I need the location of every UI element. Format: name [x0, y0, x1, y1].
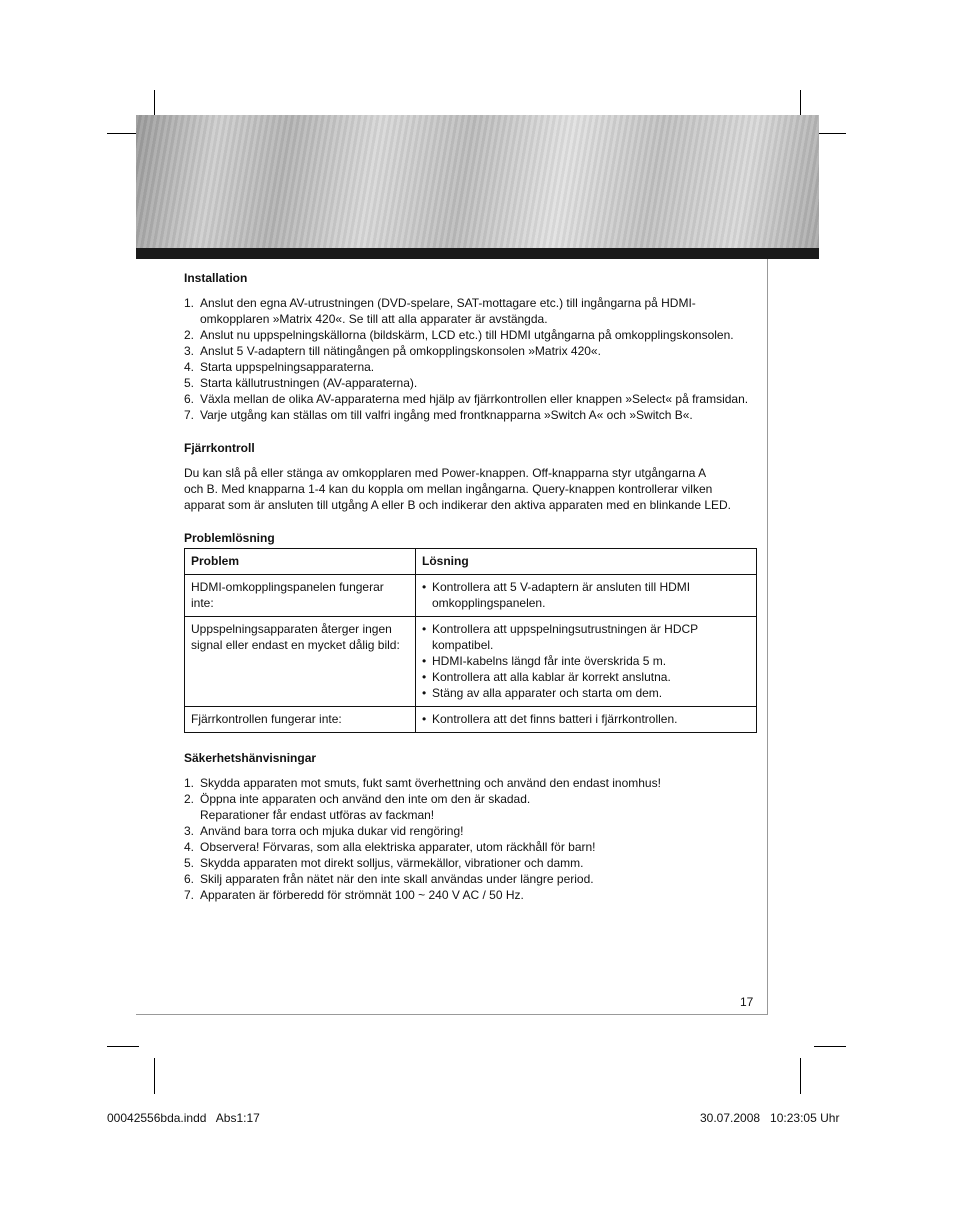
- solution-item: • Kontrollera att uppspelningsutrustningen är HDCP kompatibel.: [422, 621, 750, 653]
- list-item: 4. Starta uppspelningsapparaterna.: [184, 360, 375, 374]
- solution-cell: [416, 575, 757, 617]
- header-band: [136, 115, 819, 248]
- problem-cell: Fjärrkontrollen fungerar inte:: [185, 707, 416, 733]
- remote-heading: Fjärrkontroll: [184, 441, 255, 455]
- crop-mark-bottom-right-horizontal: [814, 1046, 846, 1047]
- page-number: 17: [740, 995, 754, 1009]
- safety-heading: Säkerhetshänvisningar: [184, 751, 317, 765]
- list-item: 6. Växla mellan de olika AV-apparaterna med hjälp av fjärrkontrollen eller knappen »Select« på framsidan.: [184, 392, 749, 406]
- list-item: 7. Varje utgång kan ställas om till valfri ingång med frontknapparna »Switch A« och »Switch B«.: [184, 408, 693, 422]
- footer-file-info: 00042556bda.indd Abs1:17: [107, 1111, 260, 1125]
- problem-cell: Uppspelningsapparaten återger ingen signal eller endast en mycket dålig bild:: [185, 617, 416, 707]
- solution-item: • Kontrollera att alla kablar är korrekt anslutna.: [422, 669, 750, 685]
- troubleshooting-heading: Problemlösning: [184, 531, 275, 545]
- installation-steps: [184, 295, 760, 423]
- solution-cell: [416, 707, 757, 733]
- page-content: [184, 270, 760, 920]
- installation-section: [184, 270, 760, 423]
- list-item: 3. Anslut 5 V-adaptern till nätingången på omkopplingskonsolen »Matrix 420«.: [184, 344, 601, 358]
- list-item: 1. Skydda apparaten mot smuts, fukt samt överhettning och använd den endast inomhus!: [184, 776, 661, 790]
- right-margin-rule: [767, 259, 768, 1015]
- footer-timestamp: 30.07.2008 10:23:05 Uhr: [700, 1111, 840, 1125]
- column-header-solution: Lösning: [416, 549, 757, 575]
- remote-paragraph: Du kan slå på eller stänga av omkopplaren med Power-knappen. Off-knapparna styr utgångarna A och B. Med knapparna 1-4 kan du koppla om mellan ingångarna. Query-knappen kontrollerar vilken apparat som är ansluten till utgång A eller B och indikerar den aktiva apparaten med en blinkande LED.: [184, 466, 732, 512]
- troubleshooting-section: [184, 530, 760, 733]
- crop-mark-bottom-left-vertical: [154, 1058, 155, 1094]
- list-item: 3. Använd bara torra och mjuka dukar vid rengöring!: [184, 824, 464, 838]
- list-item: 1. Anslut den egna AV-utrustningen (DVD-spelare, SAT-mottagare etc.) till ingångarna på HDMI- omkopplaren »Matrix 420«. Se till att alla apparater är avstängda.: [184, 296, 696, 326]
- safety-section: [184, 750, 760, 903]
- safety-items: [184, 775, 760, 903]
- problem-cell: HDMI-omkopplingspanelen fungerar inte:: [185, 575, 416, 617]
- troubleshooting-table: [184, 548, 757, 733]
- list-item: 6. Skilj apparaten från nätet när den inte skall användas under längre period.: [184, 872, 594, 886]
- table-row: [185, 575, 757, 617]
- crop-mark-bottom-left-horizontal: [107, 1046, 139, 1047]
- list-item: 5. Skydda apparaten mot direkt solljus, värmekällor, vibrationer och damm.: [184, 856, 584, 870]
- crop-mark-bottom-right-vertical: [800, 1058, 801, 1094]
- solution-item: • HDMI-kabelns längd får inte överskrida 5 m.: [422, 653, 750, 669]
- solution-item: • Stäng av alla apparater och starta om dem.: [422, 685, 750, 701]
- remote-section: [184, 440, 760, 513]
- solution-cell: [416, 617, 757, 707]
- solution-item: • Kontrollera att det finns batteri i fjärrkontrollen.: [422, 711, 750, 727]
- table-row: [185, 707, 757, 733]
- installation-heading: Installation: [184, 271, 248, 285]
- list-item: 2. Öppna inte apparaten och använd den inte om den är skadad. Reparationer får endast utföras av fackman!: [184, 792, 531, 822]
- list-item: 5. Starta källutrustningen (AV-apparaterna).: [184, 376, 418, 390]
- table-header-row: [185, 549, 757, 575]
- crop-mark-top-left-horizontal: [107, 133, 139, 134]
- header-bar: [136, 248, 819, 259]
- bottom-margin-rule: [136, 1014, 768, 1015]
- table-row: [185, 617, 757, 707]
- list-item: 4. Observera! Förvaras, som alla elektriska apparater, utom räckhåll för barn!: [184, 840, 596, 854]
- column-header-problem: Problem: [185, 549, 416, 575]
- solution-item: • Kontrollera att 5 V-adaptern är ansluten till HDMI omkopplingspanelen.: [422, 579, 750, 611]
- list-item: 2. Anslut nu uppspelningskällorna (bildskärm, LCD etc.) till HDMI utgångarna på omkopplingskonsolen.: [184, 328, 734, 342]
- list-item: 7. Apparaten är förberedd för strömnät 100 ~ 240 V AC / 50 Hz.: [184, 888, 524, 902]
